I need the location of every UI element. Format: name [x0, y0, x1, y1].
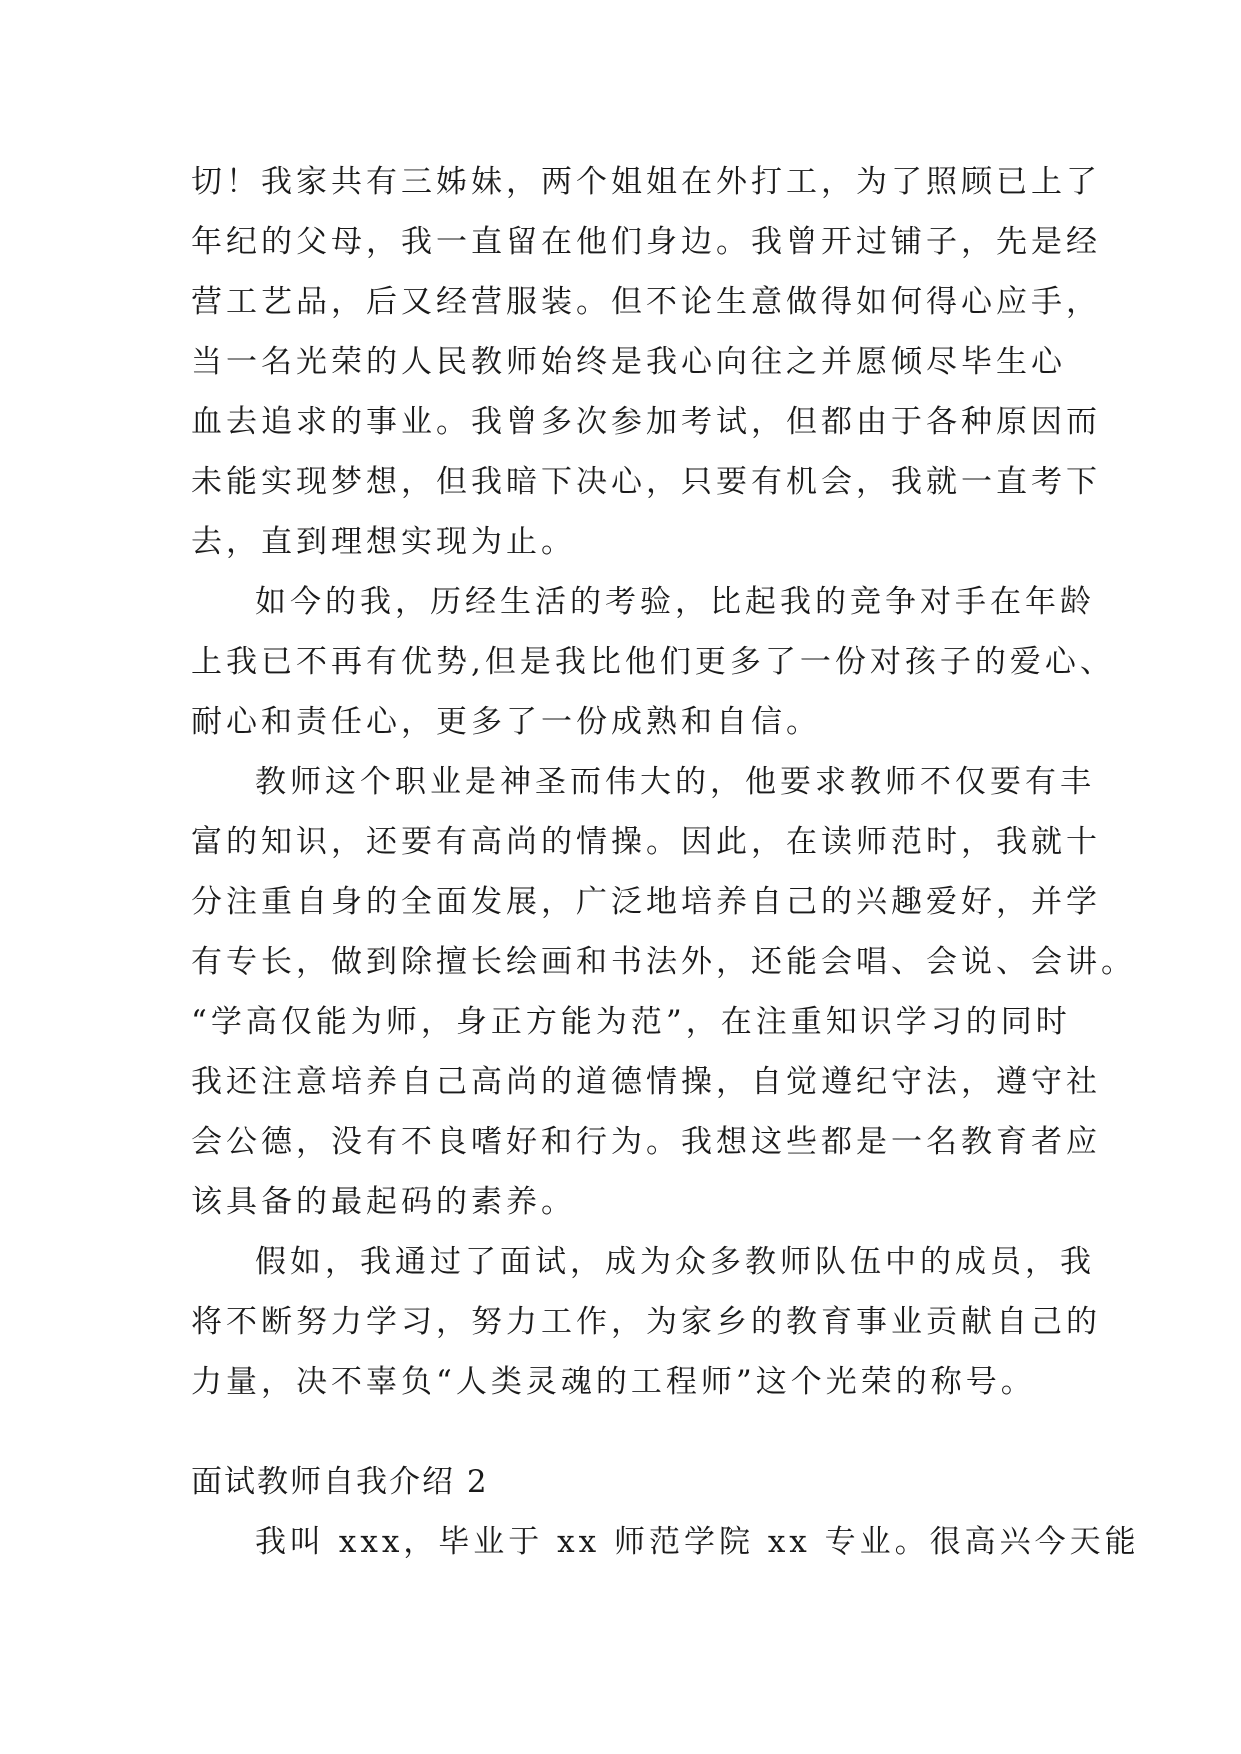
text-line: 未能实现梦想，但我暗下决心，只要有机会，我就一直考下	[191, 464, 1101, 500]
text-line: 去，直到理想实现为止。	[191, 524, 576, 560]
text-line: 该具备的最起码的素养。	[191, 1184, 576, 1220]
text-line: 有专长，做到除擅长绘画和书法外，还能会唱、会说、会讲。	[191, 944, 1136, 980]
text-line: 我还注意培养自己高尚的道德情操，自觉遵纪守法，遵守社	[191, 1064, 1101, 1100]
text-line: 血去追求的事业。我曾多次参加考试，但都由于各种原因而	[191, 404, 1101, 440]
text-line: 分注重自身的全面发展，广泛地培养自己的兴趣爱好，并学	[191, 884, 1101, 920]
section-heading: 面试教师自我介绍 2	[191, 1464, 489, 1500]
text-line: 如今的我，历经生活的考验，比起我的竞争对手在年龄	[255, 584, 1095, 620]
text-line: 力量，决不辜负“人类灵魂的工程师”这个光荣的称号。	[191, 1364, 1036, 1400]
text-line: 耐心和责任心，更多了一份成熟和自信。	[191, 704, 821, 740]
text-line: 教师这个职业是神圣而伟大的，他要求教师不仅要有丰	[255, 764, 1095, 800]
text-line: 当一名光荣的人民教师始终是我心向往之并愿倾尽毕生心	[191, 344, 1066, 380]
text-line: 将不断努力学习，努力工作，为家乡的教育事业贡献自己的	[191, 1304, 1101, 1340]
text-line: 营工艺品，后又经营服装。但不论生意做得如何得心应手，	[191, 284, 1101, 320]
text-line: 上我已不再有优势,但是我比他们更多了一份对孩子的爱心、	[191, 644, 1115, 680]
text-line: 富的知识，还要有高尚的情操。因此，在读师范时，我就十	[191, 824, 1101, 860]
text-line: 假如，我通过了面试，成为众多教师队伍中的成员，我	[255, 1244, 1095, 1280]
text-line: 切！我家共有三姊妹，两个姐姐在外打工，为了照顾已上了	[191, 164, 1101, 200]
text-line: 会公德，没有不良嗜好和行为。我想这些都是一名教育者应	[191, 1124, 1101, 1160]
text-line: 年纪的父母，我一直留在他们身边。我曾开过铺子，先是经	[191, 224, 1101, 260]
text-line: “学高仅能为师，身正方能为范”，在注重知识学习的同时	[191, 1004, 1071, 1040]
text-line: 我叫 xxx，毕业于 xx 师范学院 xx 专业。很高兴今天能	[255, 1524, 1140, 1560]
